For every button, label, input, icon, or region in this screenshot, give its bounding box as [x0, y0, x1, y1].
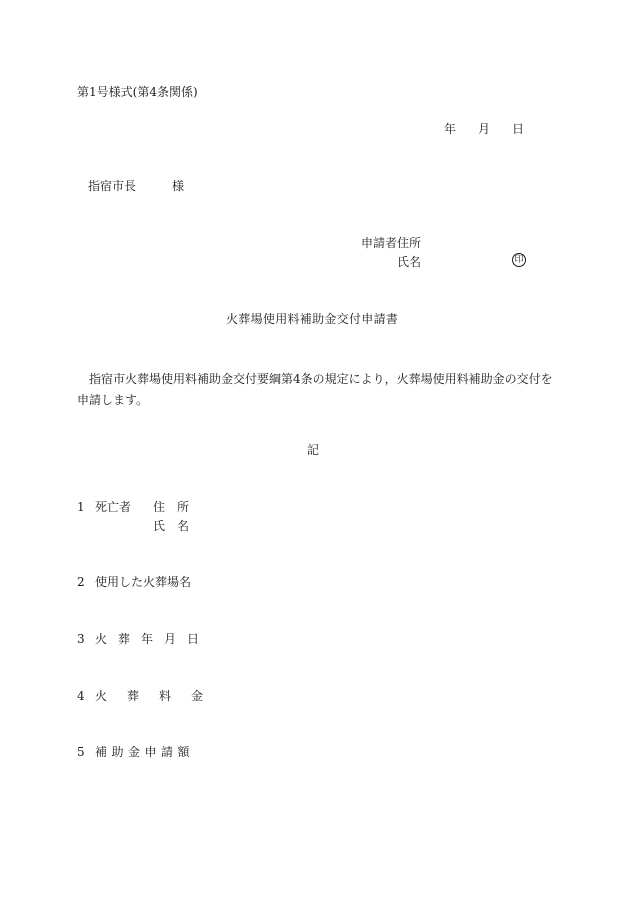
addressee-honorific: 様	[172, 179, 185, 193]
item-5-number: 5	[77, 745, 85, 759]
item-3-label: 火葬年月日	[95, 632, 211, 646]
applicant-name-label: 氏名	[397, 255, 422, 269]
addressee-name: 指宿市長	[88, 179, 137, 193]
date-line	[444, 123, 524, 135]
body-text: 指宿市火葬場使用料補助金交付要綱第4条の規定により，火葬場使用料補助金の交付を申請します。	[77, 372, 553, 407]
date-year-label: 年	[444, 122, 457, 136]
item-1-number: 1	[77, 500, 85, 514]
item-1-label: 死亡者	[95, 500, 132, 514]
item-5-label: 補助金申請額	[95, 745, 195, 759]
applicant-address-label: 申請者住所	[361, 236, 422, 250]
addressee	[88, 180, 184, 192]
date-month-label: 月	[478, 122, 491, 136]
item-4-label: 火葬料金	[95, 689, 224, 703]
item-2-number: 2	[77, 575, 85, 589]
item-4-number: 4	[77, 689, 85, 703]
item-2-label: 使用した火葬場名	[95, 575, 192, 589]
item-3-number: 3	[77, 632, 85, 646]
document-title: 火葬場使用料補助金交付申請書	[226, 312, 399, 326]
item-1-address-label: 住所	[153, 500, 202, 514]
ki-marker: 記	[307, 443, 320, 457]
item-1-name-label: 氏名	[153, 519, 202, 533]
date-day-label: 日	[512, 122, 525, 136]
form-number: 第1号様式(第4条関係)	[77, 85, 198, 99]
seal-mark: 印	[512, 253, 526, 267]
